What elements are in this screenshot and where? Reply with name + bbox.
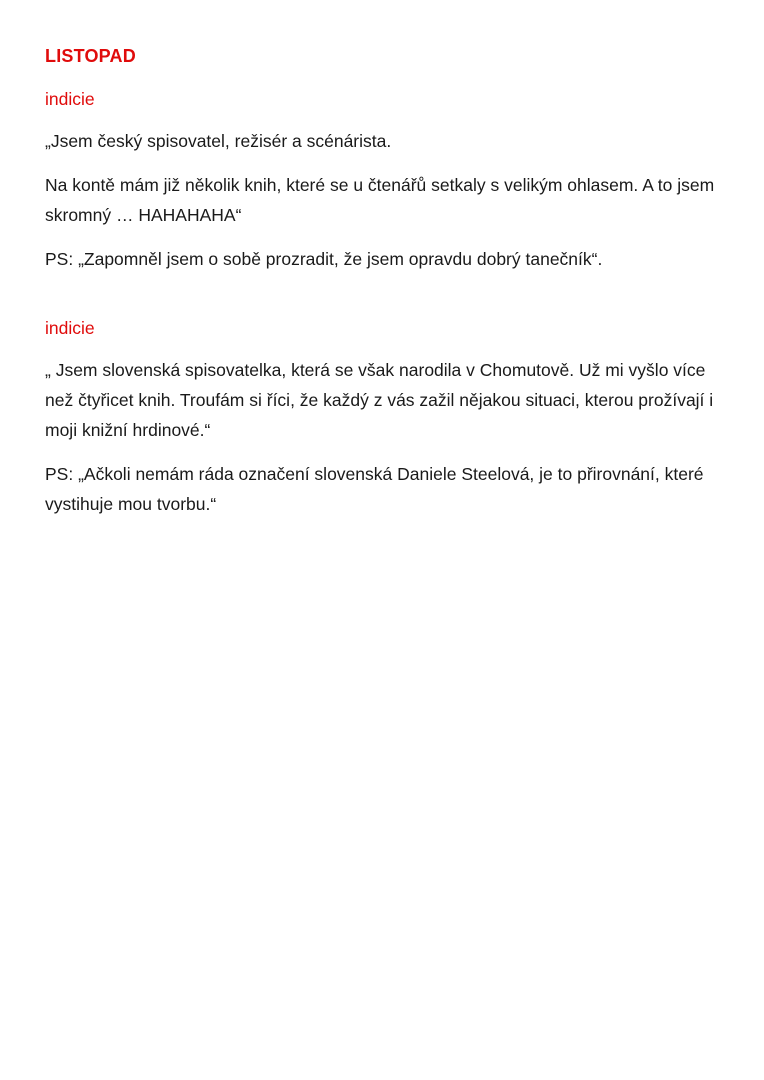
section-label: indicie xyxy=(45,318,95,338)
clue-section-2 xyxy=(45,318,722,519)
month-title: LISTOPAD xyxy=(45,46,136,66)
paragraph: Na kontě mám již několik knih, které se u čtenářů setkaly s velikým ohlasem. A to jsem skromný … HAHAHAHA“ xyxy=(45,175,715,225)
paragraph: „Jsem český spisovatel, režisér a scénárista. xyxy=(45,131,392,151)
paragraph: „ Jsem slovenská spisovatelka, která se však narodila v Chomutově. Už mi vyšlo více než čtyřicet knih. Troufám si říci, že každý z vás zažil nějakou situaci, kterou prožívají i moji knižní hrdinové.“ xyxy=(45,360,714,440)
paragraph: PS: „Ačkoli nemám ráda označení slovenská Daniele Steelová, je to přirovnání, které vystihuje mou tvorbu.“ xyxy=(45,464,704,514)
section-label: indicie xyxy=(45,89,95,109)
paragraph: PS: „Zapomněl jsem o sobě prozradit, že jsem opravdu dobrý tanečník“. xyxy=(45,249,603,269)
clue-section-1 xyxy=(45,89,722,274)
